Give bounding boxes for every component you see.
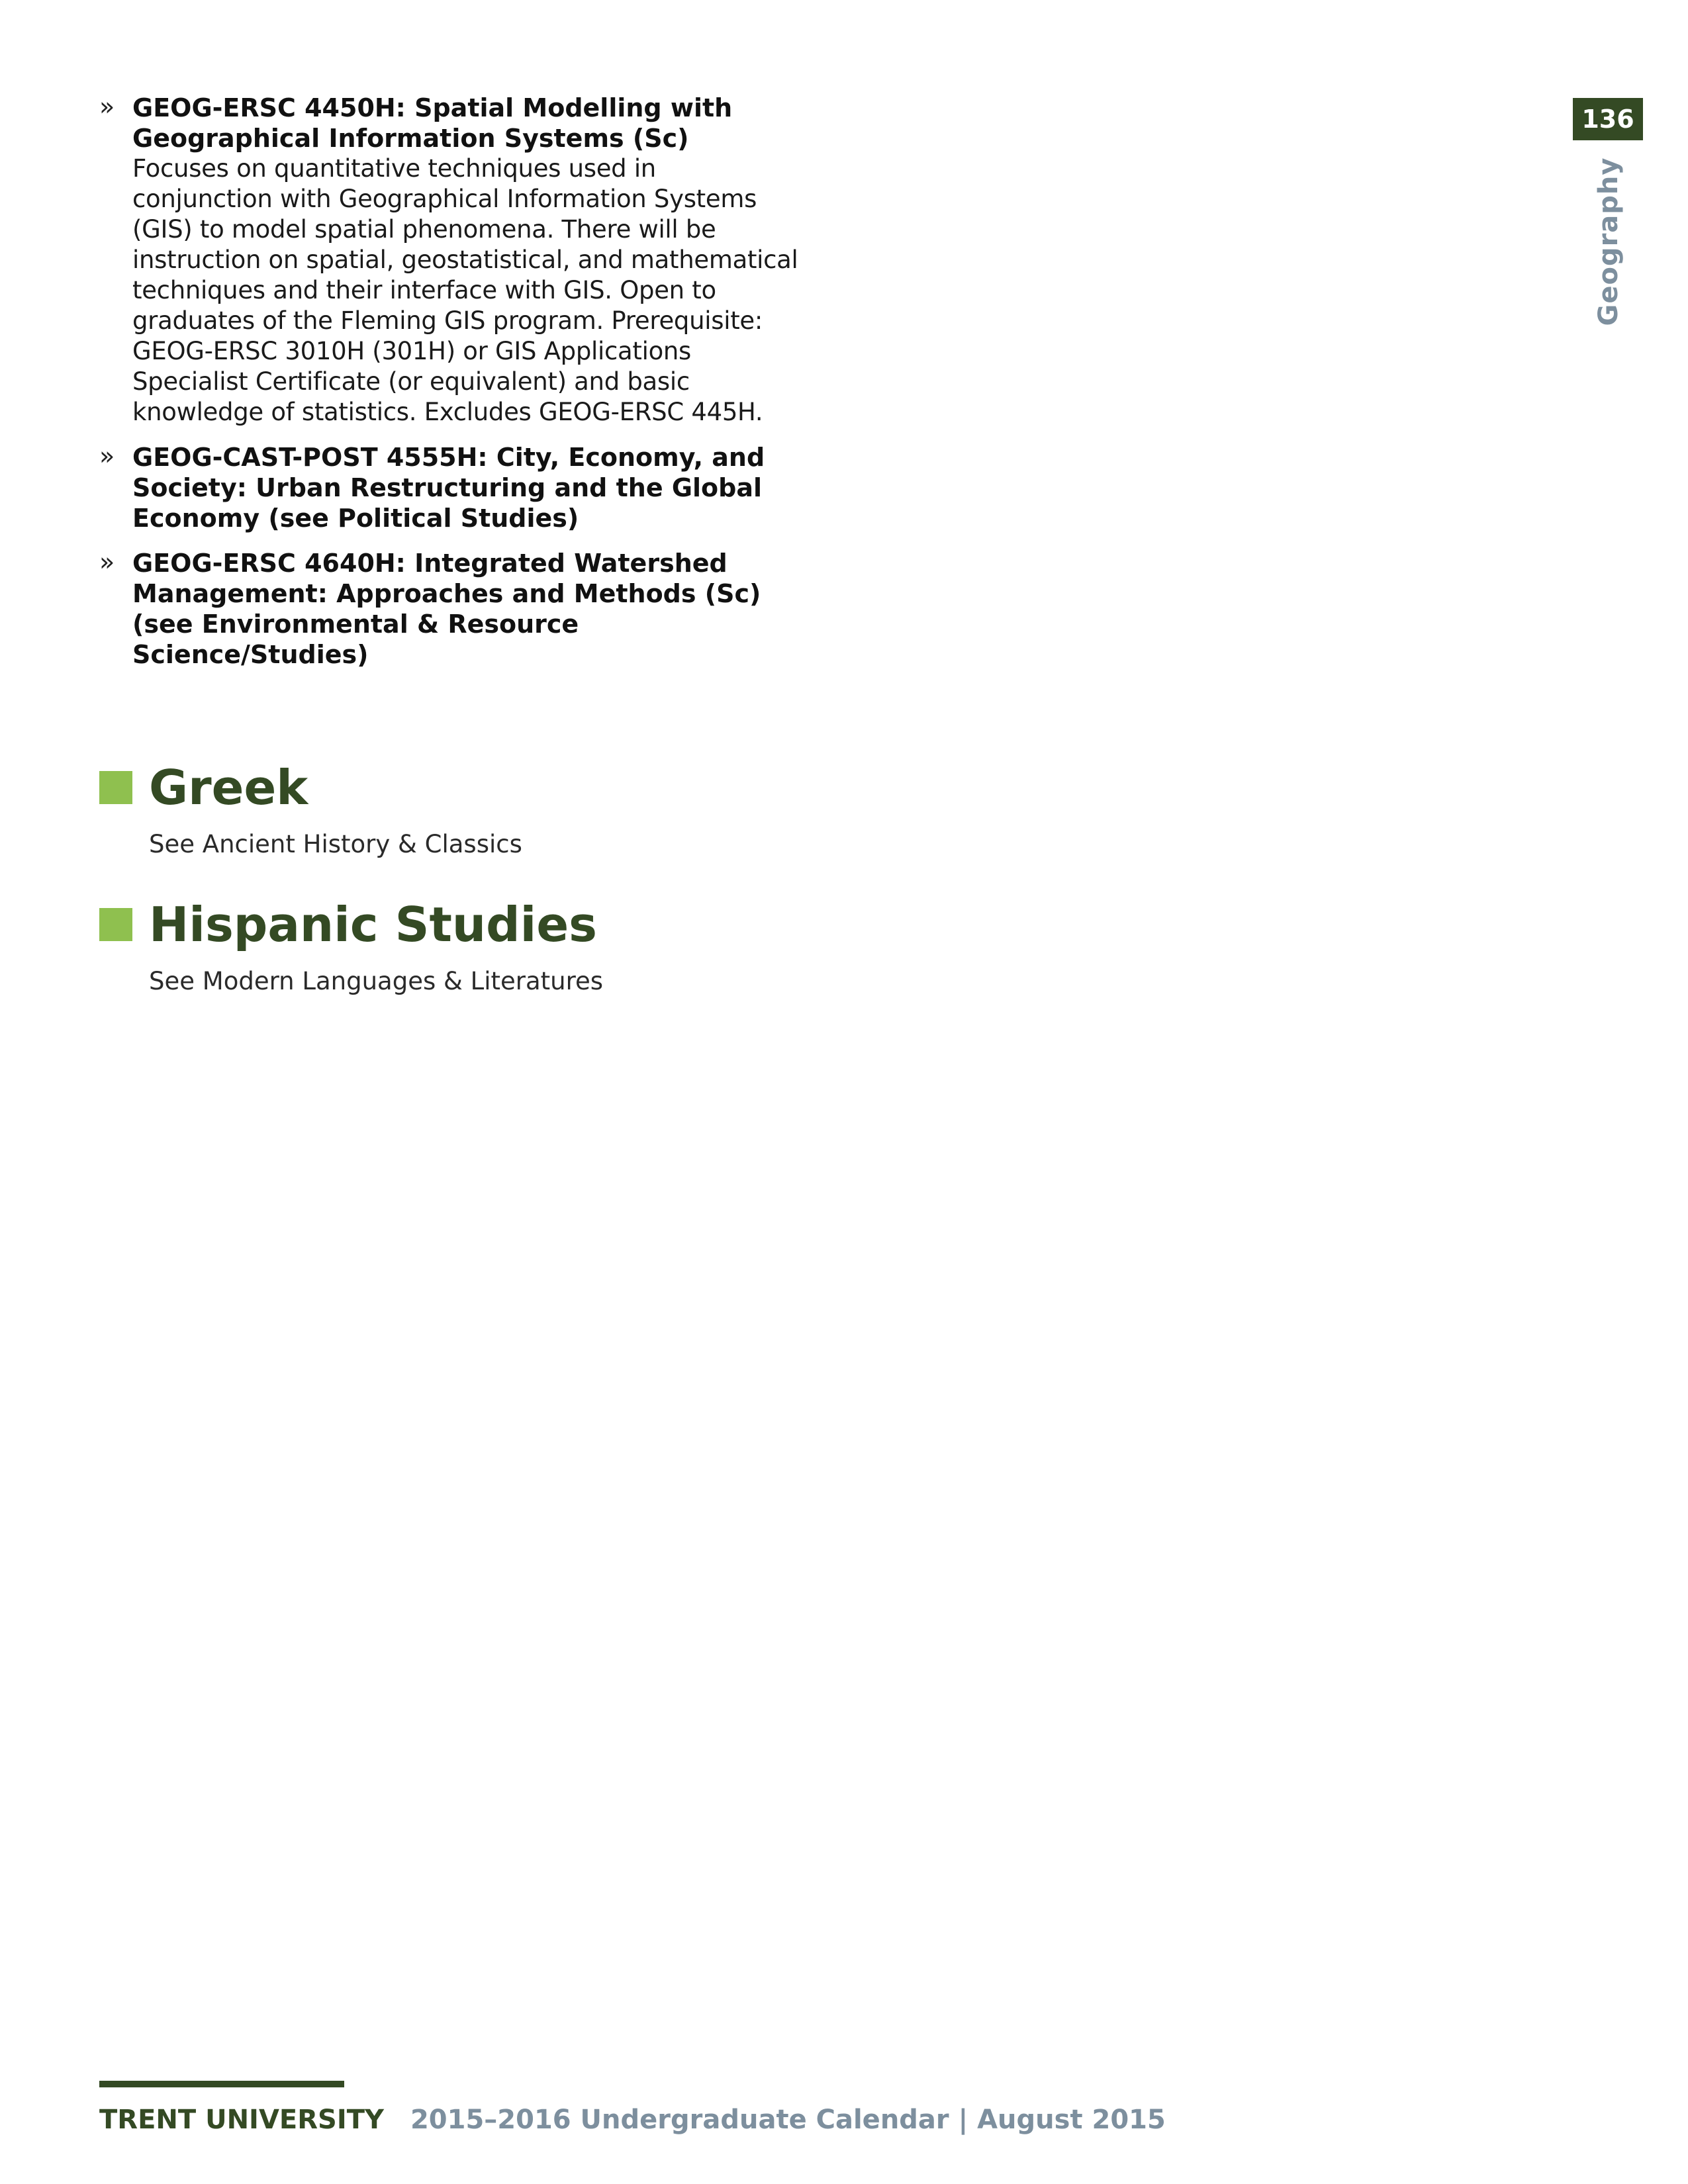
page-number-badge: 136 — [1573, 98, 1643, 140]
section-heading — [99, 758, 1026, 817]
course-entry — [99, 548, 801, 670]
square-bullet-icon — [99, 771, 132, 804]
section-title: Hispanic Studies — [149, 897, 598, 952]
bullet-icon: » — [99, 547, 115, 576]
section-heading — [99, 895, 1026, 954]
course-title: GEOG-CAST-POST 4555H: City, Economy, and Society: Urban Restructuring and the Global Economy (see Political Studies) — [132, 443, 765, 533]
footer-rule — [99, 2081, 344, 2087]
footer-university: TRENT UNIVERSITY — [99, 2105, 384, 2135]
course-description: Focuses on quantitative techniques used in conjunction with Geographical Information Systems (GIS) to model spatial phenomena. There will be instruction on spatial, geostatistical, and mathematical techniques and their interface with GIS. Open to graduates of the Fleming GIS program. Prerequisite: GEOG-ERSC 3010H (301H) or GIS Applications Specialist Certificate (or equivalent) and basic knowledge of statistics. Excludes GEOG-ERSC 445H. — [132, 154, 798, 426]
section-note: See Ancient History & Classics — [149, 830, 522, 858]
bullet-icon: » — [99, 441, 115, 471]
footer-calendar: 2015–2016 Undergraduate Calendar | August 2015 — [410, 2105, 1166, 2135]
bullet-icon: » — [99, 92, 115, 121]
section-greek — [99, 758, 1026, 860]
course-list — [99, 93, 801, 684]
square-bullet-icon — [99, 908, 132, 941]
course-title: GEOG-ERSC 4450H: Spatial Modelling with Geographical Information Systems (Sc) — [132, 93, 733, 153]
course-entry — [99, 442, 801, 533]
course-title: GEOG-ERSC 4640H: Integrated Watershed Management: Approaches and Methods (Sc) (see Environmental & Resource Science/Studies) — [132, 549, 761, 669]
course-entry — [99, 93, 801, 428]
footer — [99, 2105, 1166, 2135]
section-note: See Modern Languages & Literatures — [149, 967, 604, 995]
section-hispanic-studies — [99, 895, 1026, 997]
side-section-label: Geography — [1593, 157, 1624, 326]
section-title: Greek — [149, 760, 308, 815]
